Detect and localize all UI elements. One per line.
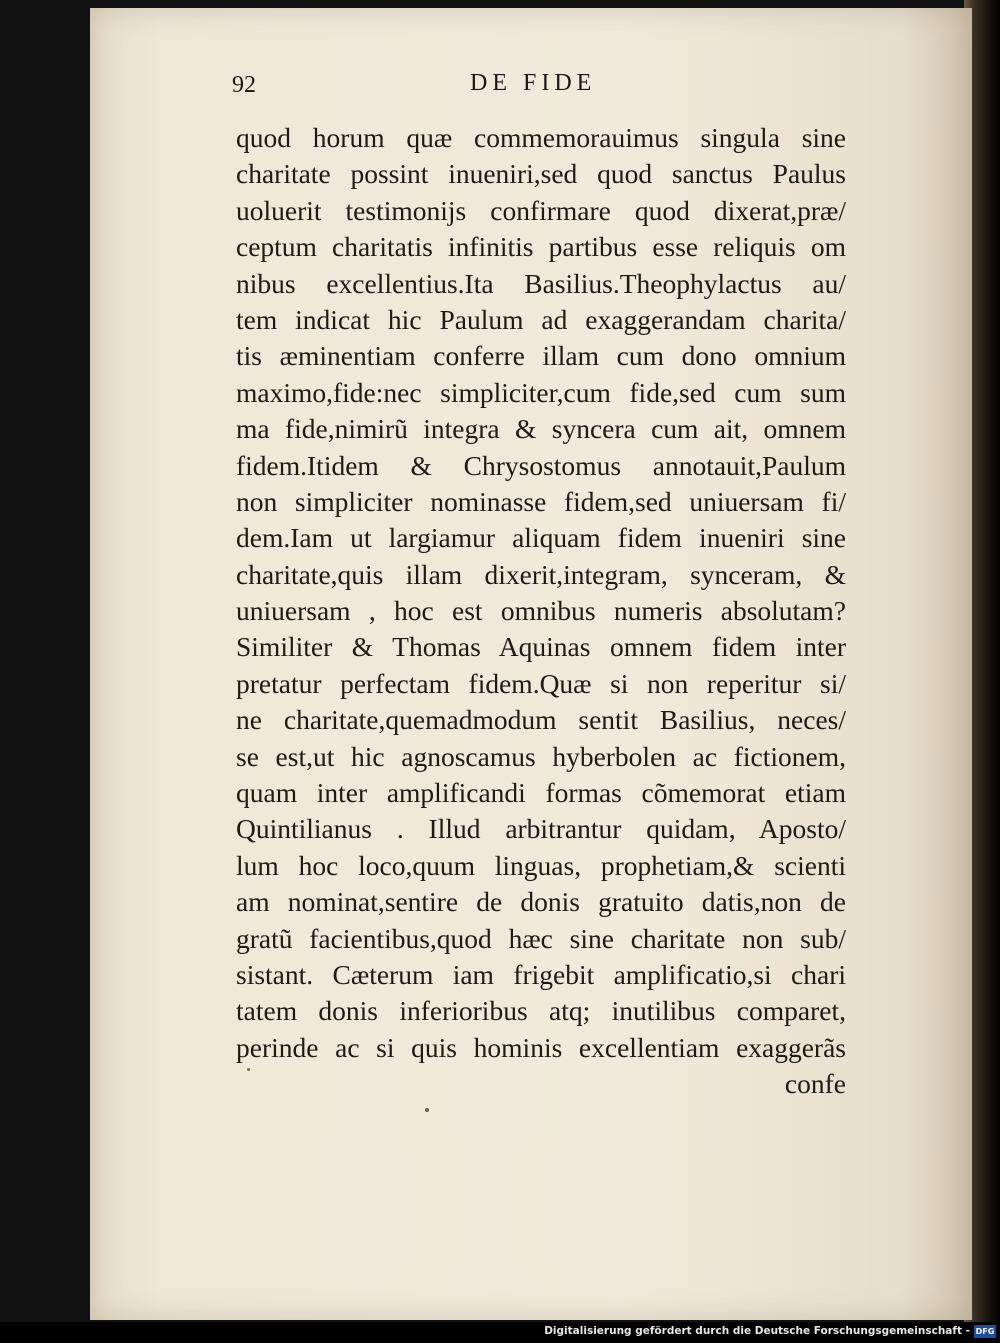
text-line: se est,ut hic agnoscamus hyberbolen ac fictionem, — [236, 740, 846, 772]
dfg-logo: DFG — [975, 1327, 995, 1336]
text-line: perinde ac si quis hominis excellentiam exaggerãs — [236, 1031, 846, 1063]
paper-speck — [247, 1068, 250, 1071]
text-line: charitate,quis illam dixerit,integram, synceram, & — [236, 558, 846, 590]
text-line: uoluerit testimonijs confirmare quod dixerat,præ/ — [236, 194, 846, 226]
text-line: pretatur perfectam fidem.Quæ si non reperitur si/ — [236, 667, 846, 699]
catchword: confe — [784, 1068, 846, 1100]
text-line: sistant. Cæterum iam frigebit amplificatio,si chari — [236, 958, 846, 990]
text-line: ceptum charitatis infinitis partibus esse reliquis om — [236, 231, 846, 263]
body-text — [236, 120, 846, 1103]
text-line: maximo,fide:nec simpliciter,cum fide,sed cum sum — [236, 376, 846, 408]
text-line: quam inter amplificandi formas cõmemorat etiam — [236, 777, 846, 809]
text-line: gratũ facientibus,quod hæc sine charitate non sub/ — [236, 922, 846, 954]
text-line: Similiter & Thomas Aquinas omnem fidem inter — [236, 631, 846, 663]
text-line: ma fide,nimirũ integra & syncera cum ait, omnem — [236, 413, 846, 445]
paper-speck — [425, 1108, 429, 1112]
text-line: am nominat,sentire de donis gratuito datis,non de — [236, 886, 846, 918]
digitization-credit: Digitalisierung gefördert durch die Deutsche Forschungsgemeinschaft - — [544, 1325, 970, 1337]
running-head: DE FIDE — [470, 70, 597, 96]
text-line: lum hoc loco,quum linguas, prophetiam,& scienti — [236, 849, 846, 881]
text-line: charitate possint inueniri,sed quod sanctus Paulus — [236, 158, 846, 190]
text-line: Quintilianus . Illud arbitrantur quidam, Aposto/ — [236, 813, 846, 845]
text-line: tis æminentiam conferre illam cum dono omnium — [236, 340, 846, 372]
text-line: nibus excellentius.Ita Basilius.Theophylactus au/ — [236, 267, 846, 299]
text-line: ne charitate,quemadmodum sentit Basilius, neces/ — [236, 704, 846, 736]
text-line: quod horum quæ commemorauimus singula sine — [236, 122, 846, 153]
text-line: dem.Iam ut largiamur aliquam fidem inueniri sine — [236, 522, 846, 554]
text-line: fidem.Itidem & Chrysostomus annotauit,Paulum — [236, 449, 846, 481]
text-line: tem indicat hic Paulum ad exaggerandam charita/ — [236, 303, 846, 335]
text-line: uniuersam , hoc est omnibus numeris absolutam? — [236, 595, 846, 627]
page-number: 92 — [232, 72, 256, 98]
text-line: tatem donis inferioribus atq; inutilibus comparet, — [236, 995, 846, 1027]
text-line: non simpliciter nominasse fidem,sed uniuersam fi/ — [236, 485, 846, 517]
